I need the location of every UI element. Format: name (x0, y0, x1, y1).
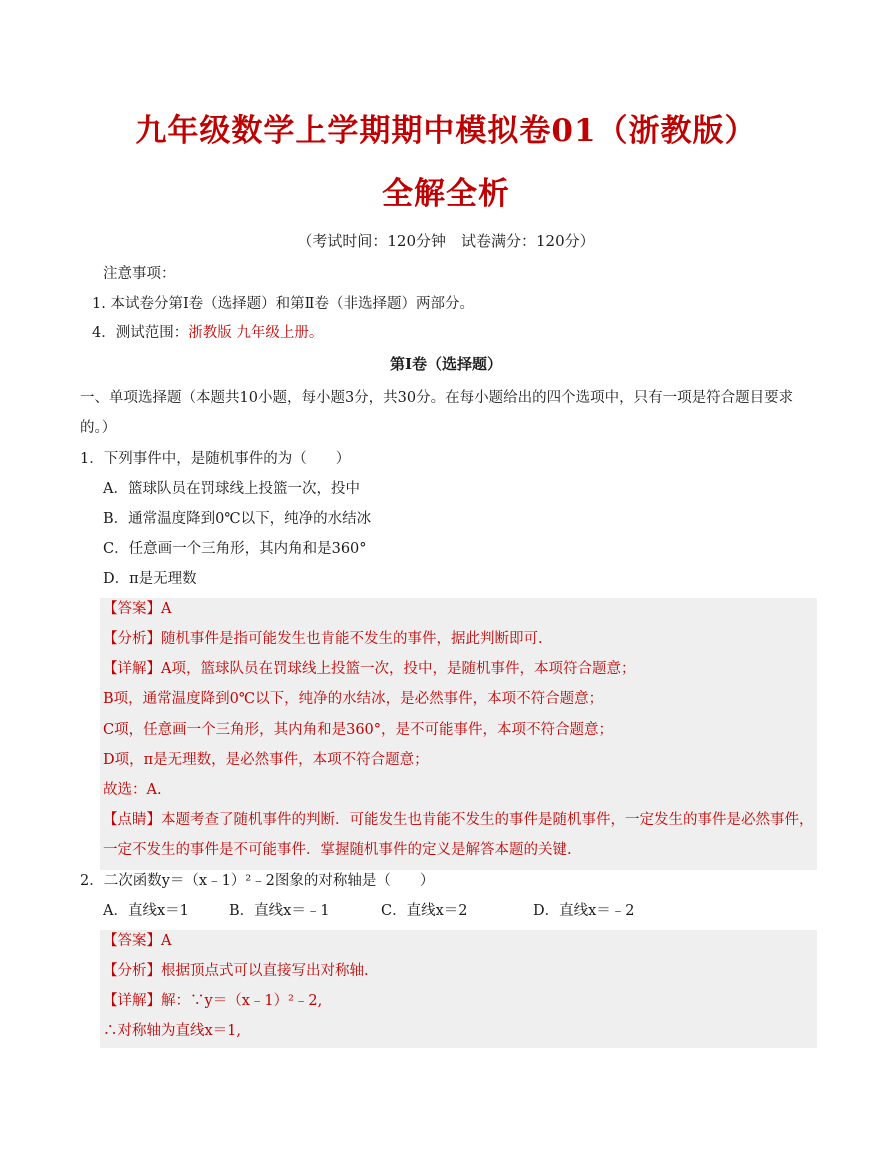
question-1-detail: 【详解】A项，篮球队员在罚球线上投篮一次，投中，是随机事件，本项符合题意； (103, 661, 636, 677)
question-1-detail-b: B项，通常温度降到0℃以下，纯净的水结冰，是必然事件，本项不符合题意； (103, 691, 604, 707)
question-2-option-b: B．直线x＝﹣1 (229, 903, 330, 919)
question-1-option-a: A．篮球队员在罚球线上投篮一次，投中 (103, 481, 360, 497)
question-1-stem: 1．下列事件中，是随机事件的为（ ） (80, 451, 351, 467)
document-title: 九年级数学上学期期中模拟卷01（浙教版） (135, 113, 757, 149)
notes-item-1-text: 本试卷分第Ⅰ卷（选择题）和第Ⅱ卷（非选择题）两部分。 (110, 296, 475, 312)
notes-item-1 (92, 294, 474, 314)
question-2-stem: 2．二次函数y＝（x﹣1）²﹣2图象的对称轴是（ ） (80, 873, 435, 889)
section-title: 第Ⅰ卷（选择题） (389, 355, 503, 373)
document-subtitle: 全解全析 (382, 176, 510, 212)
exam-info: （考试时间：120分钟 试卷满分：120分） (297, 232, 595, 250)
question-1-analysis: 【分析】随机事件是指可能发生也肯能不发生的事件，据此判断即可. (103, 631, 543, 647)
question-1-detail-c: C项，任意画一个三角形，其内角和是360°，是不可能事件，本项不符合题意； (103, 722, 614, 738)
notes-item-1-number: 1. (92, 296, 106, 312)
question-1-option-d: D．π是无理数 (103, 571, 197, 587)
question-1-answer: 【答案】A (103, 601, 172, 617)
section-instruction: 一、单项选择题（本题共10小题，每小题3分，共30分。在每小题给出的四个选项中，只有一项是符合题目要求的。） (80, 390, 794, 436)
question-1-detail-d: D项，π是无理数，是必然事件，本项不符合题意； (103, 752, 429, 768)
question-2-option-a: A．直线x＝1 (103, 903, 189, 919)
question-2-option-c: C．直线x＝2 (381, 903, 468, 919)
question-1-conclusion: 故选：A. (103, 782, 162, 798)
notes-item-4-value: 浙教版 九年级上册。 (188, 325, 324, 341)
question-1-option-b: B．通常温度降到0℃以下，纯净的水结冰 (103, 511, 372, 527)
question-2-analysis: 【分析】根据顶点式可以直接写出对称轴. (103, 963, 369, 979)
question-2-detail-2: ∴对称轴为直线x＝1, (103, 1023, 242, 1039)
notes-item-4-label: 4．测试范围： (92, 325, 189, 341)
question-1-option-c: C．任意画一个三角形，其内角和是360° (103, 541, 367, 557)
question-2-answer: 【答案】A (103, 933, 172, 949)
question-2-detail: 【详解】解：∵y＝（x﹣1）²﹣2, (103, 993, 323, 1009)
question-1-comment: 【点睛】本题考查了随机事件的判断．可能发生也肯能不发生的事件是随机事件，一定发生的事件是必然事件，一定不发生的事件是不可能事件．掌握随机事件的定义是解答本题的关键. (103, 812, 814, 858)
notes-heading: 注意事项： (103, 266, 176, 282)
notes-item-4 (92, 323, 323, 343)
question-2-option-d: D．直线x＝﹣2 (533, 903, 635, 919)
question-2-options (103, 901, 635, 921)
